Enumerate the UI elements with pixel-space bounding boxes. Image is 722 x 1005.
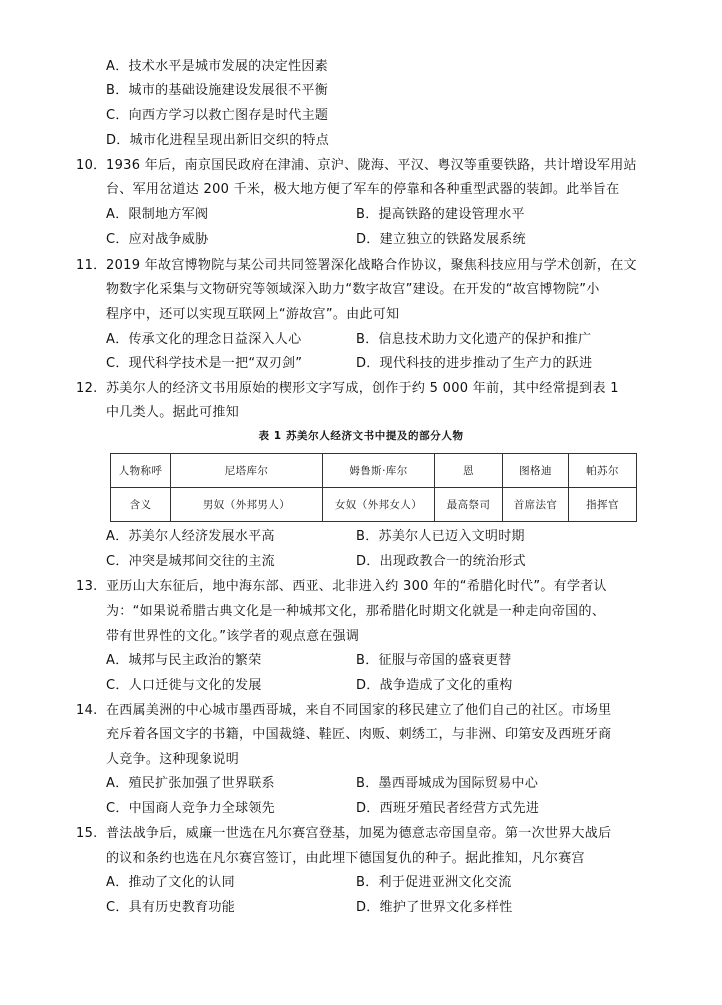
q10-option-b: B．提高铁路的建设管理水平 bbox=[356, 207, 525, 222]
table-cell: 恩 bbox=[435, 454, 503, 488]
table-caption: 表 1 苏美尔人经济文书中提及的部分人物 bbox=[258, 430, 464, 442]
q15-option-b: B．利于促进亚洲文化交流 bbox=[356, 875, 512, 890]
q9-option-c: C．向西方学习以救亡图存是时代主题 bbox=[106, 108, 329, 123]
q11-option-d: D．现代科技的进步推动了生产力的跃进 bbox=[356, 356, 593, 371]
q13-stem-line1: 亚历山大东征后，地中海东部、西亚、北非进入约 300 年的“希腊化时代”。有学者认 bbox=[106, 579, 607, 594]
q15-option-c: C．具有历史教育功能 bbox=[106, 900, 236, 915]
q13-option-c: C．人口迁徙与文化的发展 bbox=[106, 678, 262, 693]
q15-stem-line2: 的议和条约也选在凡尔赛宫签订，由此埋下德国复仇的种子。据此推知，凡尔赛宫 bbox=[106, 851, 585, 866]
q10-number: 10． bbox=[76, 158, 107, 173]
table-cell: 女奴（外邦女人） bbox=[323, 488, 435, 522]
q15-option-a: A．推动了文化的认同 bbox=[106, 875, 235, 890]
q13-number: 13. bbox=[76, 579, 98, 594]
q10-option-c: C．应对战争威胁 bbox=[106, 232, 209, 247]
q9-option-a: A．技术水平是城市发展的决定性因素 bbox=[106, 59, 328, 74]
table-cell: 姆鲁斯·库尔 bbox=[323, 454, 435, 488]
q13-option-a: A．城邦与民主政治的繁荣 bbox=[106, 653, 262, 668]
q12-option-d: D．出现政教合一的统治形式 bbox=[356, 554, 526, 569]
q10-stem-line1: 1936 年后，南京国民政府在津浦、京沪、陇海、平汉、粤汉等重要铁路，共计增设军用站 bbox=[106, 158, 637, 173]
sumerian-figures-table bbox=[110, 453, 637, 522]
table-cell: 男奴（外邦男人） bbox=[171, 488, 323, 522]
q11-option-b: B．信息技术助力文化遗产的保护和推广 bbox=[356, 332, 592, 347]
table-cell: 尼塔库尔 bbox=[171, 454, 323, 488]
table-header-cell: 含义 bbox=[111, 488, 171, 522]
q10-option-d: D．建立独立的铁路发展系统 bbox=[356, 232, 526, 247]
table-cell: 指挥官 bbox=[569, 488, 637, 522]
q14-stem-line3: 人竞争。这种现象说明 bbox=[106, 752, 240, 767]
table-header-cell: 人物称呼 bbox=[111, 454, 171, 488]
q14-option-d: D．西班牙殖民者经营方式先进 bbox=[356, 801, 540, 816]
q9-option-b: B．城市的基础设施建设发展很不平衡 bbox=[106, 83, 329, 98]
q11-stem-line1: 2019 年故宫博物院与某公司共同签署深化战略合作协议，聚焦科技应用与学术创新，在文 bbox=[106, 258, 637, 273]
q15-stem-line1: 普法战争后，威廉一世选在凡尔赛宫登基，加冕为德意志帝国皇帝。第一次世界大战后 bbox=[106, 826, 612, 841]
q11-option-a: A．传承文化的理念日益深入人心 bbox=[106, 332, 302, 347]
q13-stem-line3: 带有世界性的文化。”该学者的观点意在强调 bbox=[106, 629, 360, 644]
q9-option-d: D．城市化进程呈现出新旧交织的特点 bbox=[106, 133, 330, 148]
q14-option-a: A．殖民扩张加强了世界联系 bbox=[106, 776, 275, 791]
q14-stem-line1: 在西属美洲的中心城市墨西哥城，来自不同国家的移民建立了他们自己的社区。市场里 bbox=[106, 703, 612, 718]
q12-stem-line1: 苏美尔人的经济文书用原始的楔形文字写成，创作于约 5 000 年前，其中经常提到表 1 bbox=[106, 381, 619, 396]
table-cell: 图格迪 bbox=[503, 454, 569, 488]
q11-option-c: C．现代科学技术是一把“双刃剑” bbox=[106, 356, 303, 371]
q13-option-b: B．征服与帝国的盛衰更替 bbox=[356, 653, 512, 668]
q10-option-a: A．限制地方军阀 bbox=[106, 207, 209, 222]
q12-option-c: C．冲突是城邦间交往的主流 bbox=[106, 554, 275, 569]
q14-option-b: B．墨西哥城成为国际贸易中心 bbox=[356, 776, 539, 791]
q13-stem-line2: 为：“如果说希腊古典文化是一种城邦文化，那希腊化时期文化就是一种走向帝国的、 bbox=[106, 604, 606, 619]
table-cell: 帕苏尔 bbox=[569, 454, 637, 488]
q15-option-d: D．维护了世界文化多样性 bbox=[356, 900, 513, 915]
table-row bbox=[111, 454, 637, 488]
q12-number: 12. bbox=[76, 381, 98, 396]
q12-option-a: A．苏美尔人经济发展水平高 bbox=[106, 529, 275, 544]
q11-number: 11． bbox=[76, 258, 107, 273]
q13-option-d: D．战争造成了文化的重构 bbox=[356, 678, 513, 693]
table-cell: 最高祭司 bbox=[435, 488, 503, 522]
q11-stem-line3: 程序中，还可以实现互联网上“游故宫”。由此可知 bbox=[106, 307, 400, 322]
q11-stem-line2: 物数字化采集与文物研究等领域深入助力“数字故宫”建设。在开发的“故宫博物院”小 bbox=[106, 282, 600, 297]
q10-stem-line2: 台、军用岔道达 200 千米，极大地方便了军车的停靠和各种重型武器的装卸。此举旨在 bbox=[106, 182, 620, 197]
q12-stem-line2: 中几类人。据此可推知 bbox=[106, 405, 240, 420]
table-row bbox=[111, 488, 637, 522]
q14-option-c: C．中国商人竞争力全球领先 bbox=[106, 801, 275, 816]
q14-stem-line2: 充斥着各国文字的书籍，中国裁缝、鞋匠、肉贩、刺绣工，与非洲、印第安及西班牙商 bbox=[106, 727, 612, 742]
q15-number: 15. bbox=[76, 826, 98, 841]
q12-option-b: B．苏美尔人已迈入文明时期 bbox=[356, 529, 525, 544]
q14-number: 14. bbox=[76, 703, 98, 718]
table-cell: 首席法官 bbox=[503, 488, 569, 522]
